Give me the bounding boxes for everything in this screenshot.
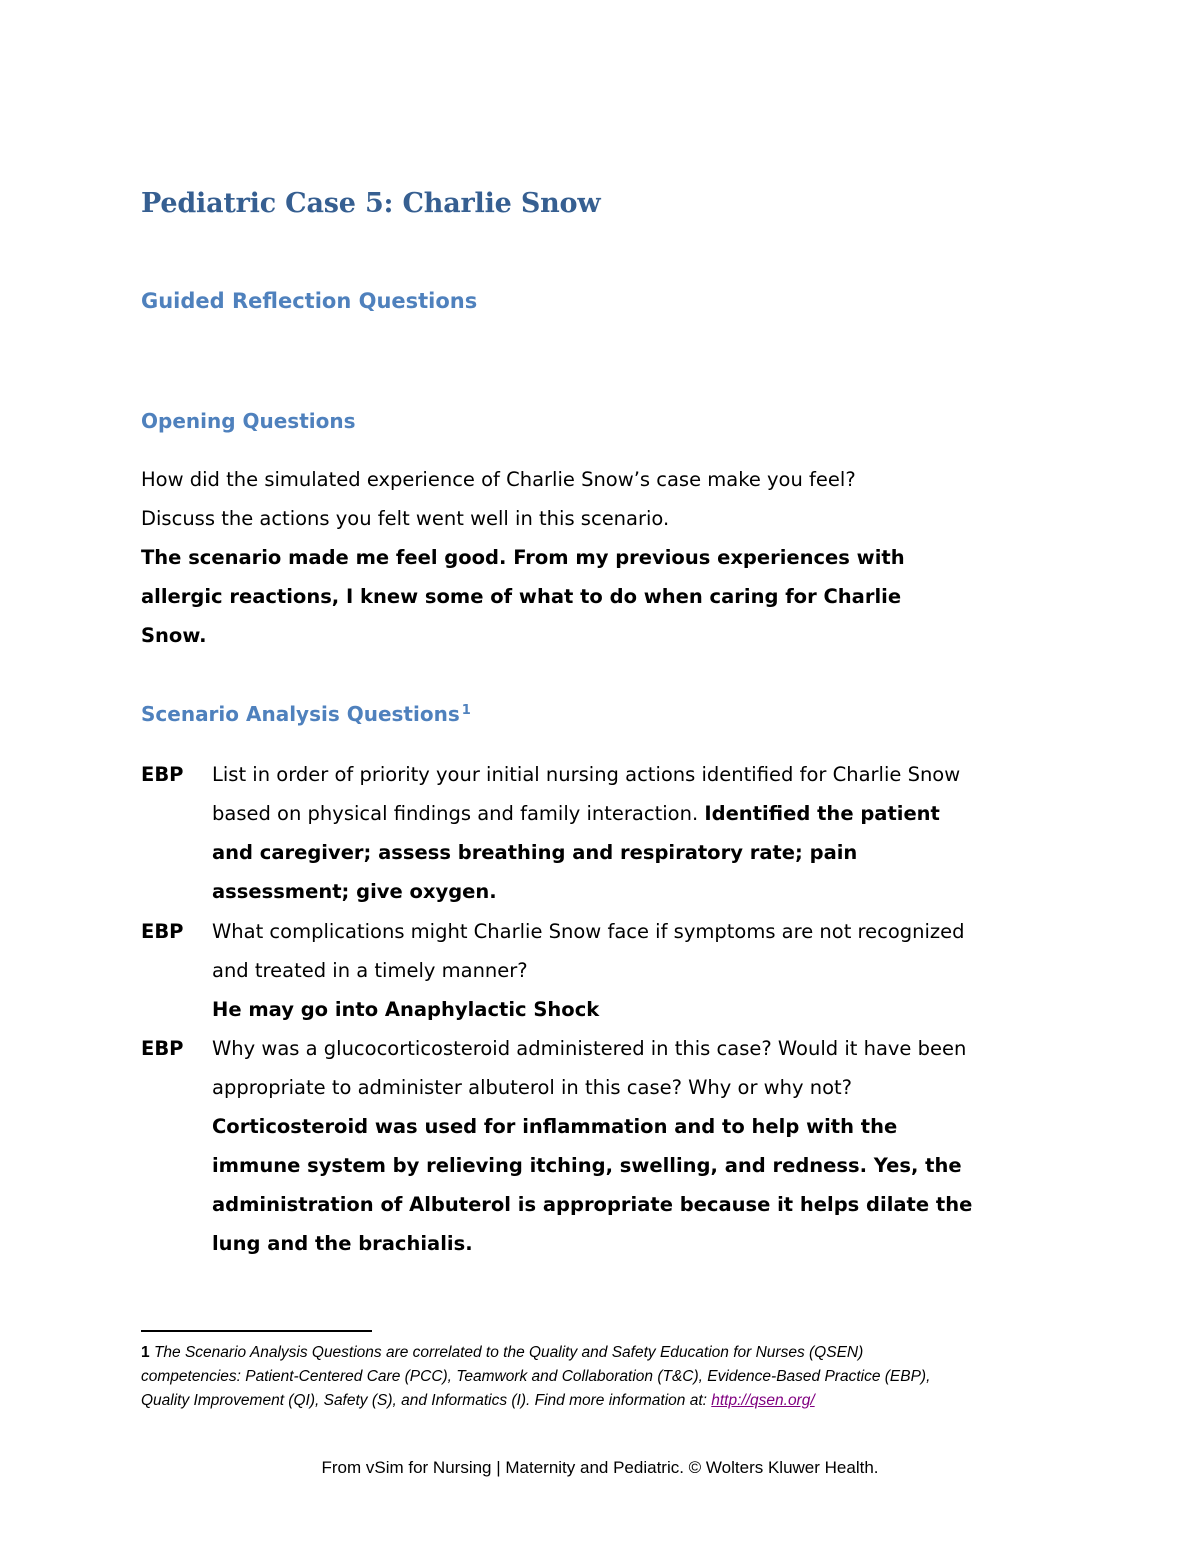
opening-answer-line: The scenario made me feel good. From my previous experiences with [141,546,905,569]
question-line: What complications might Charlie Snow face if symptoms are not recognized [212,920,965,943]
scenario-analysis-heading-text: Scenario Analysis Questions [141,702,460,726]
footnote-text: Quality Improvement (QI), Safety (S), and Informatics (I). Find more information at: [141,1392,712,1409]
footnote-separator [141,1330,372,1332]
opening-questions-heading: Opening Questions [141,409,356,433]
answer-line: lung and the brachialis. [212,1232,473,1255]
footnote-reference: 1 [461,703,471,718]
answer-line: administration of Albuterol is appropriate because it helps dilate the [212,1193,973,1216]
answer-line: Corticosteroid was used for inflammation and to help with the [212,1115,898,1138]
qsen-link[interactable]: http://qsen.org/ [711,1392,815,1409]
answer-line: He may go into Anaphylactic Shock [212,998,600,1021]
analysis-item-body [212,1029,1072,1263]
scenario-analysis-heading [141,702,471,726]
competency-tag: EBP [141,763,184,786]
answer-inline: Identified the patient [704,802,940,825]
question-line: List in order of priority your initial nursing actions identified for Charlie Snow [212,763,961,786]
footnote-number: 1 [141,1344,150,1361]
footnote-text: The Scenario Analysis Questions are correlated to the Quality and Safety Education for Nurses (QSEN) [153,1344,864,1361]
footnote [141,1341,1061,1413]
opening-section [141,460,1061,655]
question-line: appropriate to administer albuterol in this case? Why or why not? [212,1076,853,1099]
document-subtitle: Guided Reflection Questions [141,289,478,313]
competency-tag: EBP [141,920,184,943]
analysis-item-body [212,912,1072,1029]
page-title: Pediatric Case 5: Charlie Snow [141,188,601,219]
question-line: and treated in a timely manner? [212,959,528,982]
question-line-with-answer [212,794,1072,833]
page-footer: From vSim for Nursing | Maternity and Pediatric. © Wolters Kluwer Health. [321,1458,879,1477]
question-line: Why was a glucocorticosteroid administered in this case? Would it have been [212,1037,967,1060]
opening-answer-line: Snow. [141,624,207,647]
opening-question-line: How did the simulated experience of Charlie Snow’s case make you feel? [141,468,856,491]
competency-tag: EBP [141,1037,184,1060]
answer-line: immune system by relieving itching, swelling, and redness. Yes, the [212,1154,962,1177]
opening-question-line: Discuss the actions you felt went well in this scenario. [141,507,670,530]
question-line: based on physical findings and family interaction. [212,802,699,825]
answer-line: and caregiver; assess breathing and respiratory rate; pain [212,841,858,864]
footnote-line [141,1341,1061,1365]
opening-answer-line: allergic reactions, I knew some of what to do when caring for Charlie [141,585,902,608]
answer-line: assessment; give oxygen. [212,880,497,903]
footnote-line: competencies: Patient-Centered Care (PCC), Teamwork and Collaboration (T&C), Evidence-Based Practice (EBP), [141,1368,931,1385]
analysis-item-body [212,755,1072,911]
footnote-line [141,1389,1061,1413]
